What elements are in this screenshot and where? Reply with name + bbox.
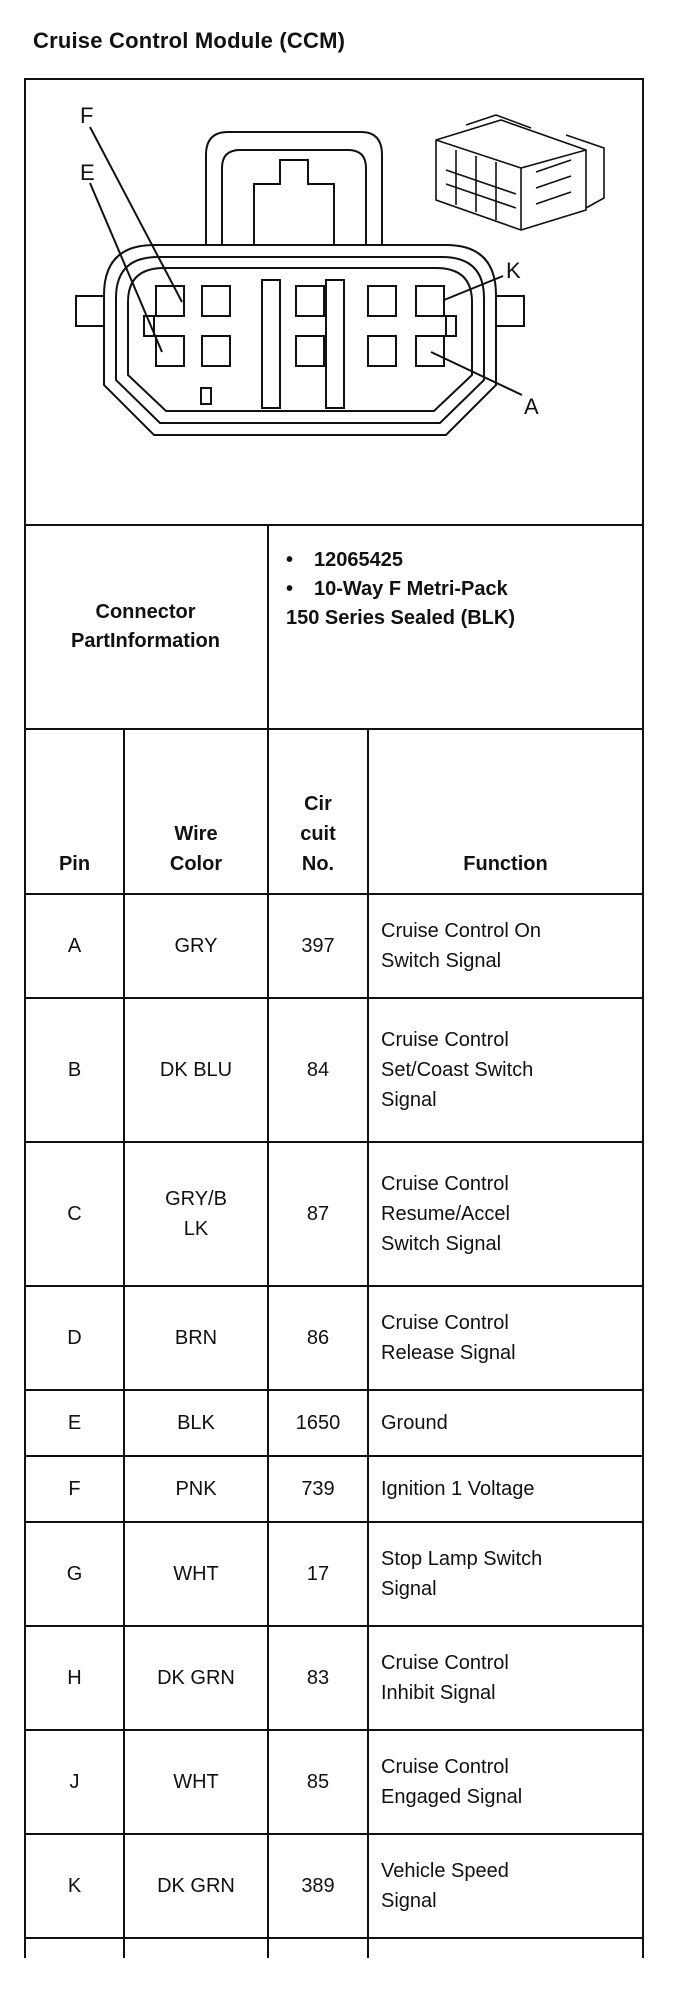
cell-pin xyxy=(26,1391,123,1455)
cell-pin-text: G xyxy=(66,1563,83,1585)
cell-pin xyxy=(26,1143,123,1285)
cell-pin xyxy=(26,1457,123,1521)
cell-pin-text: J xyxy=(69,1771,80,1793)
cell-wire-color xyxy=(125,1143,267,1285)
cell-circuit-text: 87 xyxy=(306,1203,330,1225)
cell-function xyxy=(369,999,642,1141)
cell-wire-color-text: PNK xyxy=(175,1478,217,1500)
cell-circuit-text: 17 xyxy=(306,1563,330,1585)
connector-diagram xyxy=(26,80,642,524)
cell-circuit-text: 739 xyxy=(301,1478,335,1500)
cell-wire-color xyxy=(125,1391,267,1455)
cell-function-text: Ground xyxy=(381,1412,448,1434)
connector-part-info-label xyxy=(24,526,267,728)
cell-wire-color-text: DK GRN xyxy=(157,1875,235,1897)
cell-wire-color xyxy=(125,1731,267,1833)
cell-pin xyxy=(26,895,123,997)
cell-function-text: Cruise Control On xyxy=(381,920,542,942)
connector-series: 150 Series Sealed (BLK) xyxy=(286,607,515,629)
cell-function xyxy=(369,1457,642,1521)
cell-circuit xyxy=(269,999,367,1141)
cell-function-text: Signal xyxy=(381,1890,437,1912)
connector-table xyxy=(24,78,644,1958)
cell-pin-text: C xyxy=(67,1203,82,1225)
cell-pin-text: F xyxy=(68,1478,81,1500)
cell-wire-color-text: GRY/B xyxy=(165,1188,227,1210)
cell-wire-color-text: WHT xyxy=(173,1771,219,1793)
pin-label-k: K xyxy=(506,258,521,283)
cell-function-text: Cruise Control xyxy=(381,1312,509,1334)
cell-circuit-text: 1650 xyxy=(295,1412,341,1434)
cell-function-text: Switch Signal xyxy=(381,950,502,972)
cell-pin-text: K xyxy=(67,1875,82,1897)
cell-pin xyxy=(26,1835,123,1937)
header-text: Wire xyxy=(174,823,218,845)
cell-pin xyxy=(26,1731,123,1833)
cell-wire-color xyxy=(125,1523,267,1625)
cell-circuit-text: 86 xyxy=(306,1327,330,1349)
cell-wire-color-text: GRY xyxy=(174,935,218,957)
label-line: Connector xyxy=(95,601,196,623)
cell-function xyxy=(369,1835,642,1937)
header-text: Function xyxy=(463,853,548,875)
cell-circuit xyxy=(269,1143,367,1285)
header-text: cuit xyxy=(300,823,336,845)
cell-pin xyxy=(26,1627,123,1729)
cell-function-text: Engaged Signal xyxy=(381,1786,523,1808)
cell-function xyxy=(369,1627,642,1729)
cell-wire-color xyxy=(125,1835,267,1937)
cell-wire-color-text: BLK xyxy=(177,1412,215,1434)
cell-pin-text: B xyxy=(67,1059,82,1081)
cell-pin xyxy=(26,1287,123,1389)
pin-label-a: A xyxy=(524,394,539,419)
header-text: Cir xyxy=(304,793,332,815)
cell-function-text: Set/Coast Switch xyxy=(381,1059,534,1081)
header-text: Pin xyxy=(58,853,91,875)
cell-wire-color xyxy=(125,999,267,1141)
cell-function-text: Release Signal xyxy=(381,1342,516,1364)
cell-function-text: Cruise Control xyxy=(381,1173,509,1195)
cell-circuit xyxy=(269,1457,367,1521)
cell-function-text: Cruise Control xyxy=(381,1652,509,1674)
cell-function-text: Signal xyxy=(381,1089,437,1111)
cell-pin-text: D xyxy=(67,1327,82,1349)
cell-wire-color xyxy=(125,1287,267,1389)
cell-wire-color-text: DK BLU xyxy=(159,1059,233,1081)
cell-function-text: Ignition 1 Voltage xyxy=(381,1478,535,1500)
cell-circuit-text: 397 xyxy=(301,935,335,957)
connector-part-info xyxy=(286,546,515,633)
cell-circuit xyxy=(269,1835,367,1937)
cell-circuit xyxy=(269,1731,367,1833)
cell-function xyxy=(369,1391,642,1455)
cell-function-text: Signal xyxy=(381,1578,437,1600)
cell-circuit xyxy=(269,1627,367,1729)
cell-pin xyxy=(26,1523,123,1625)
cell-circuit xyxy=(269,1391,367,1455)
cell-pin-text: E xyxy=(67,1412,82,1434)
connector-type: • 10-Way F Metri-Pack xyxy=(286,575,515,604)
label-line: PartInformation xyxy=(71,630,220,652)
cell-function-text: Stop Lamp Switch xyxy=(381,1548,543,1570)
cell-function-text: Switch Signal xyxy=(381,1233,502,1255)
pin-label-e: E xyxy=(80,160,95,185)
cell-circuit xyxy=(269,895,367,997)
pin-label-f: F xyxy=(80,103,94,128)
cell-function-text: Inhibit Signal xyxy=(381,1682,496,1704)
cell-circuit-text: 84 xyxy=(306,1059,330,1081)
cell-function-text: Resume/Accel xyxy=(381,1203,510,1225)
header-wire-color xyxy=(125,730,267,893)
cell-wire-color-text: DK GRN xyxy=(157,1667,235,1689)
cell-function xyxy=(369,1143,642,1285)
header-circuit-no xyxy=(269,730,367,893)
page-title: Cruise Control Module (CCM) xyxy=(33,28,346,53)
cell-function-text: Cruise Control xyxy=(381,1029,509,1051)
cell-function xyxy=(369,1731,642,1833)
cell-wire-color xyxy=(125,895,267,997)
cell-function xyxy=(369,1287,642,1389)
cell-function-text: Cruise Control xyxy=(381,1756,509,1778)
cell-pin-text: A xyxy=(67,935,82,957)
table-border-right xyxy=(642,78,644,1958)
connector-3d-icon xyxy=(436,115,604,230)
header-function xyxy=(369,730,642,893)
header-text: Color xyxy=(169,853,223,875)
cell-function xyxy=(369,1523,642,1625)
cell-circuit-text: 85 xyxy=(306,1771,330,1793)
cell-circuit xyxy=(269,1287,367,1389)
cell-wire-color-text: LK xyxy=(183,1218,209,1240)
cell-pin xyxy=(26,999,123,1141)
cell-circuit-text: 83 xyxy=(306,1667,330,1689)
part-number: • 12065425 xyxy=(286,546,515,575)
table-row-divider xyxy=(24,1937,644,1939)
header-text: No. xyxy=(301,853,335,875)
header-pin xyxy=(26,730,123,893)
cell-wire-color-text: WHT xyxy=(173,1563,219,1585)
cell-circuit-text: 389 xyxy=(301,1875,335,1897)
cell-wire-color-text: BRN xyxy=(174,1327,218,1349)
cell-wire-color xyxy=(125,1627,267,1729)
cell-wire-color xyxy=(125,1457,267,1521)
cell-circuit xyxy=(269,1523,367,1625)
cell-function xyxy=(369,895,642,997)
cell-function-text: Vehicle Speed xyxy=(381,1860,509,1882)
cell-pin-text: H xyxy=(67,1667,82,1689)
